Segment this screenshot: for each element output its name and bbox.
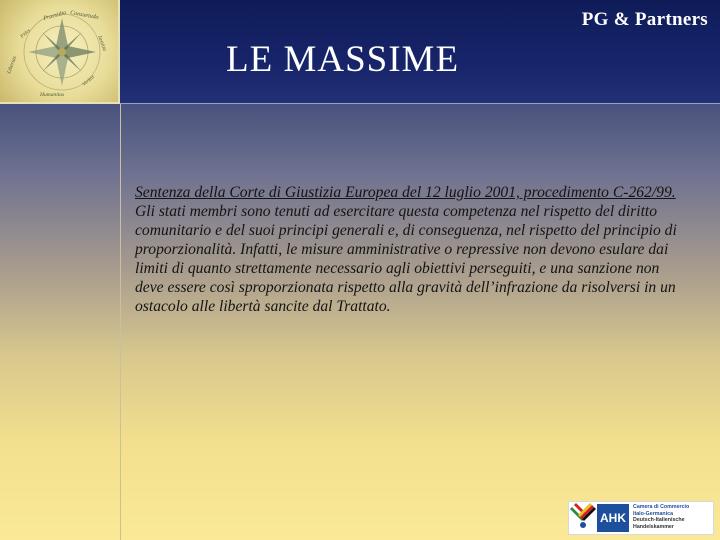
logo xyxy=(0,0,120,104)
ahk-line-3: Deutsch-Italienische xyxy=(633,517,685,524)
ahk-line-1: Camera di Commercio xyxy=(633,504,690,510)
ahk-line-4: Handelskammer xyxy=(633,523,674,530)
citation-text: Sentenza della Corte di Giustizia Europea del 12 luglio 2001, procedimento C-262/99. xyxy=(135,184,676,201)
logo-text-7: Fides xyxy=(20,28,32,40)
ahk-line-2: Italo-Germanica xyxy=(633,510,674,517)
compass-rose-icon xyxy=(0,0,120,104)
flags-icon xyxy=(570,503,596,533)
logo-text-2: Consuetudo xyxy=(69,10,99,21)
logo-text-5: Humanitas xyxy=(40,92,65,98)
logo-text-4: Libertas xyxy=(6,55,19,75)
ahk-logo xyxy=(568,501,714,535)
logo-text-6: Veritas xyxy=(82,74,96,88)
main-content xyxy=(135,183,680,316)
page-title: LE MASSIME xyxy=(226,39,460,80)
body-paragraph: Gli stati membri sono tenuti ad esercitare questa competenza nel rispetto del diritto comunitario e del suoi principi generali e, di conseguenza, nel rispetto del principio di proporzionalità. Infatti, le misure amministrative o repressive non devono esulare dai limiti di quanto strettamente necessario agli obiettivi perseguiti, e una sanzione non deve essere così sproporzionata rispetto alla gravità dell’infrazione da risolversi in un ostacolo alle libertà sancite dal Trattato. xyxy=(135,203,677,315)
firm-name: PG & Partners xyxy=(581,9,708,30)
ahk-badge: AHK xyxy=(597,504,629,532)
logo-text-3: Justitia xyxy=(96,34,108,52)
ahk-text xyxy=(633,504,713,530)
logo-text-1: Praesidia xyxy=(42,10,68,22)
vertical-divider xyxy=(120,104,121,540)
